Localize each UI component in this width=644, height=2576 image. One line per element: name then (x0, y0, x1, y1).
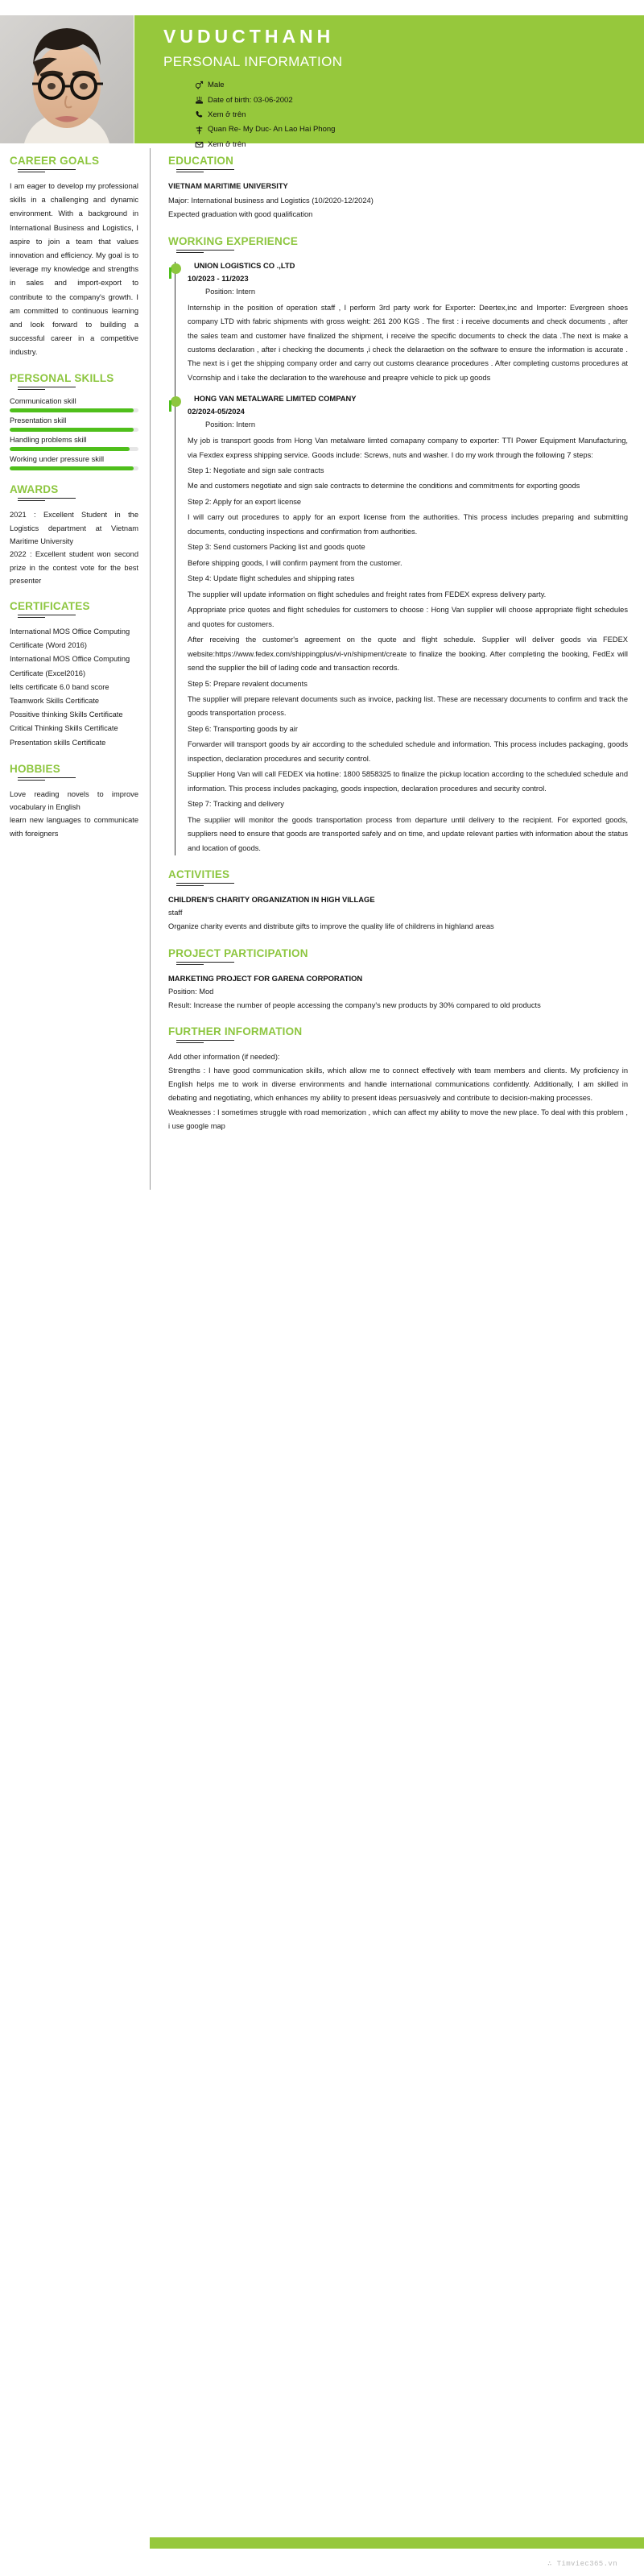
experience-paragraph: Step 3: Send customers Packing list and goods quote (188, 543, 365, 552)
phone-icon (195, 110, 208, 119)
award-line: 2021 : Excellent Student in the Logistics department at Vietnam Maritime University (10, 511, 138, 545)
further-information-intro: Add other information (if needed): (168, 1052, 280, 1061)
timeline-dot-icon (171, 263, 181, 274)
experience-paragraph: Internship in the position of operation staff , I perform 3rd party work for Exporter: Deertex,inc and Importer: Evergreen shoes company LTD with fabric shipments with gross weight: 261 200 KGS . The first : i receive documents and check documents , after the sales team and customer have finalized the shipment, i receive the specific documents to check the data .The next is make a customs declaration , after i checking the documents ,i check the delaraetion on the software to ensure the information is accurate . The next is i get the shipping company order and carry out customs clearance procedures . After completing customs procedures at Vcornship and i take the declaration to the warehouse and preapre vehicle to pick up goods (188, 303, 628, 382)
hobby-line: Love reading novels to improve vocabulary in English (10, 789, 138, 811)
envelope-icon (195, 140, 208, 149)
experience-timeline (168, 260, 628, 855)
hobbies-rule (18, 777, 138, 781)
experience-paragraph: The supplier will monitor the goods transportation process from departure until delivery to the recipient. For exported goods, suppliers need to ensure that goods are transported safely and on time, and update relevant parties with information about the status and location of goods. (188, 815, 628, 852)
further-information-weaknesses: Weaknesses : I sometimes struggle with road memorization , which can affect my ability to move the new place. To deal with this problem , i use google map (168, 1108, 628, 1130)
contact-address-text: Quan Re- My Duc- An Lao Hai Phong (208, 125, 336, 135)
certificate-item: Possitive thinking Skills Certificate (10, 710, 123, 719)
experience-position: Position: Intern (205, 420, 256, 429)
skill-label: Presentation skill (10, 416, 67, 425)
section-certificates (10, 600, 138, 750)
experience-description (188, 301, 628, 386)
skill-label: Communication skill (10, 397, 76, 406)
certificates-rule (18, 615, 138, 618)
timeline-tick-icon (169, 400, 171, 412)
experience-entry (188, 393, 628, 855)
project-participation-rule (176, 962, 628, 965)
skill-label: Handling problems skill (10, 436, 87, 445)
awards-title: AWARDS (10, 483, 59, 496)
career-goals-title: CAREER GOALS (10, 155, 100, 167)
experience-company: UNION LOGISTICS CO .,LTD (194, 260, 295, 270)
experience-paragraph: After receiving the customer's agreement on the quote and flight schedule. Supplier will deliver goods via FEDEX website:https://www.fedex.com/shippingplus/vi-vn/shipment/create to finalize the booking. After completing the booking, FedEx will send the supplier the bill of lading code and transaction records. (188, 636, 628, 673)
experience-date: 10/2023 - 11/2023 (188, 273, 249, 283)
section-education (168, 155, 628, 222)
personal-skills-rule (18, 387, 138, 390)
education-major: Major: International business and Logistics (10/2020-12/2024) (168, 196, 374, 205)
project-name: MARKETING PROJECT FOR GARENA CORPORATION (168, 973, 363, 983)
experience-position: Position: Intern (205, 287, 256, 296)
bottom-spacer (168, 1133, 628, 1190)
skill-item (10, 416, 138, 432)
contact-birthday-text: Date of birth: 03-06-2002 (208, 95, 293, 105)
resume-body (0, 143, 644, 1190)
certificates-title: CERTIFICATES (10, 600, 90, 613)
section-personal-skills (10, 372, 138, 470)
project-participation-title: PROJECT PARTICIPATION (168, 946, 308, 959)
certificate-item: Critical Thinking Skills Certificate (10, 724, 118, 733)
experience-entry (188, 260, 628, 385)
activity-role: staff (168, 909, 183, 917)
experience-description (188, 434, 628, 855)
contact-row-birthday (195, 96, 644, 105)
header-green-band (134, 15, 644, 149)
hobby-line: learn new languages to communicate with foreigners (10, 816, 138, 838)
project-result: Result: Increase the number of people accessing the company's new products by 30% compared to old products (168, 1000, 541, 1009)
left-column (0, 143, 150, 840)
award-line: 2022 : Excellent student won second prize in the contest vote for the best presenter (10, 550, 138, 585)
contact-row-address (195, 125, 644, 134)
contact-row-phone (195, 110, 644, 119)
contact-phone-text: Xem ở trên (208, 110, 246, 120)
project-position: Position: Mod (168, 987, 214, 996)
footer-green-band (0, 2537, 644, 2549)
certificate-item: International MOS Office Computing Certificate (Excel2016) (10, 655, 130, 677)
skill-bar-fill (10, 428, 134, 432)
experience-company: HONG VAN METALWARE LIMITED COMPANY (194, 394, 357, 404)
activity-organization: CHILDREN'S CHARITY ORGANIZATION IN HIGH VILLAGE (168, 895, 375, 905)
birthday-cake-icon (195, 96, 208, 105)
contact-row-email (195, 140, 644, 149)
section-hobbies (10, 763, 138, 840)
activity-description: Organize charity events and distribute gifts to improve the quality life of childrens in highland areas (168, 922, 494, 931)
experience-paragraph: Step 5: Prepare revalent documents (188, 679, 308, 688)
section-working-experience (168, 235, 628, 855)
skill-label: Working under pressure skill (10, 455, 105, 464)
profile-photo (0, 15, 134, 143)
candidate-name: VUDUCTHANH (163, 26, 335, 47)
experience-paragraph: I will carry out procedures to apply for an export license from the authorities. This process includes preparing and submitting documents, conducting inspections and confirmation from authorities. (188, 513, 628, 536)
contact-row-gender (195, 81, 644, 89)
experience-paragraph: Supplier Hong Van will call FEDEX via hotline: 1800 5858325 to finalize the pickup location according to the scheduled schedule and information. This process includes packaging, goods inspection, declaration procedures and security control. (188, 770, 628, 793)
gender-icon (195, 81, 208, 89)
section-career-goals (10, 155, 138, 359)
experience-paragraph: My job is transport goods from Hong Van metalware limted comapany company to exporter: TTI Power Equipment Manufacturing, via Fexdex express shipping service. Goods include: Screws, nuts and washer. I do my work through the following 7 steps: (188, 437, 628, 459)
experience-date: 02/2024-05/2024 (188, 406, 245, 416)
section-awards (10, 483, 138, 587)
resume-header (0, 0, 644, 149)
education-note: Expected graduation with good qualification (168, 210, 313, 219)
hobbies-title: HOBBIES (10, 762, 60, 775)
experience-paragraph: Step 1: Negotiate and sign sale contracts (188, 466, 324, 474)
working-experience-rule (176, 250, 628, 253)
skill-bar-fill (10, 466, 134, 470)
certificate-item: International MOS Office Computing Certificate (Word 2016) (10, 627, 130, 650)
skill-bar-track (10, 466, 138, 470)
certificate-item: Presentation skills Certificate (10, 738, 106, 747)
skill-item (10, 455, 138, 470)
right-column (151, 143, 644, 1190)
skill-bar-fill (10, 447, 130, 451)
map-pin-icon (195, 126, 208, 135)
certificate-item: Ielts certificate 6.0 band score (10, 682, 109, 691)
skill-item (10, 397, 138, 412)
working-experience-title: WORKING EXPERIENCE (168, 234, 299, 247)
experience-paragraph: Step 2: Apply for an export license (188, 497, 302, 506)
experience-paragraph: Appropriate price quotes and flight schedules for customers to choose : Hong Van supplier will choose appropriate flight schedules and quotes for customers. (188, 606, 628, 628)
experience-paragraph: Me and customers negotiate and sign sale contracts to determine the conditions and commitments for exporting goods (188, 482, 580, 491)
skill-bar-track (10, 428, 138, 432)
skill-item (10, 436, 138, 451)
career-goals-body: I am eager to develop my professional skills in a challenging and dynamic environment. With a background in International Business and Logistics, I aspire to join a team that values innovation and efficiency. My goal is to leverage my knowledge and strengths in sales and import-export to contribute to the company's growth. I am committed to continuous learning and look forward to building a successful career in a competitive industry. (10, 182, 138, 357)
timeline-dot-icon (171, 396, 181, 407)
experience-paragraph: Step 6: Transporting goods by air (188, 724, 298, 733)
site-watermark: ∴ Timviec365.vn (547, 2560, 617, 2568)
skill-bar-track (10, 408, 138, 412)
personal-skills-title: PERSONAL SKILLS (10, 372, 114, 385)
section-activities (168, 868, 628, 934)
activities-title: ACTIVITIES (168, 868, 230, 881)
timeline-tick-icon (169, 267, 171, 279)
further-information-rule (176, 1040, 628, 1043)
contact-gender-text: Male (208, 81, 225, 90)
experience-paragraph: The supplier will prepare relevant documents such as invoice, packing list. These are necessary documents to confirm and track the goods transportation process. (188, 695, 628, 718)
experience-paragraph: Before shipping goods, I will confirm payment from the customer. (188, 558, 402, 567)
education-school: VIETNAM MARITIME UNIVERSITY (168, 182, 288, 190)
section-project-participation (168, 947, 628, 1013)
footer-notch (0, 2537, 150, 2549)
skill-bar-track (10, 447, 138, 451)
experience-paragraph: Forwarder will transport goods by air according to the scheduled schedule and information. This process includes packaging, goods inspection, declaration procedures and security control. (188, 740, 628, 763)
experience-paragraph: The supplier will update information on flight schedules and freight rates from FEDEX express delivery party. (188, 590, 547, 598)
activities-rule (176, 883, 628, 886)
page-subtitle: PERSONAL INFORMATION (163, 54, 343, 70)
section-further-information (168, 1025, 628, 1133)
further-information-strengths: Strengths : I have good communication skills, which allow me to connect effectively with team members and clients. My proficiency in English helps me to work in diverse environments and handle international communications confidently. Additionally, I am skilled in debating and negotiating, which enhances my ability to present ideas persuasively and contribute to decision-making processes. (168, 1066, 628, 1103)
contact-email-text: Xem ở trên (208, 139, 246, 149)
skill-bar-fill (10, 408, 134, 412)
contact-list (163, 81, 644, 149)
education-title: EDUCATION (168, 155, 234, 167)
experience-paragraph: Step 4: Update flight schedules and shipping rates (188, 574, 355, 583)
certificate-item: Teamwork Skills Certificate (10, 696, 100, 705)
awards-rule (18, 498, 138, 501)
further-information-title: FURTHER INFORMATION (168, 1025, 303, 1037)
education-rule (176, 169, 628, 172)
experience-paragraph: Step 7: Tracking and delivery (188, 800, 284, 809)
career-goals-rule (18, 169, 138, 172)
